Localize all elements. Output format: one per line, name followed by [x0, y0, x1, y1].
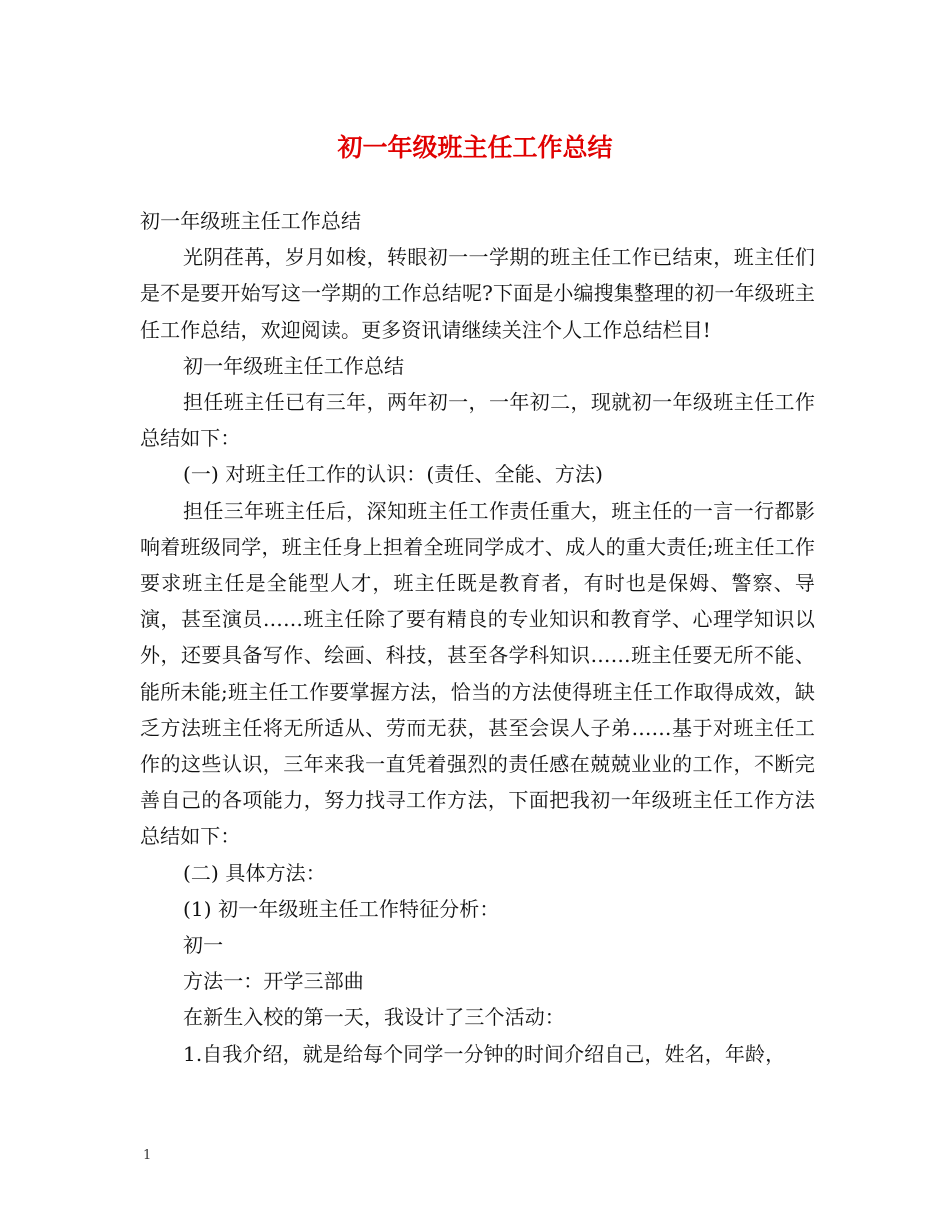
paragraph-activities-intro: 在新生入校的第一天，我设计了三个活动： [183, 1005, 565, 1030]
paragraph-summary-intro: 担任班主任已有三年，两年初一，一年初二，现就初一年级班主任工作总结如下： [140, 390, 815, 451]
paragraph-heading: 初一年级班主任工作总结 [140, 209, 362, 233]
page-number: 1 [143, 1148, 152, 1163]
paragraph-section-one: (一) 对班主任工作的认识：(责任、全能、方法) [183, 462, 603, 487]
paragraph-section-two: (二) 具体方法： [183, 860, 326, 885]
paragraph-subtitle: 初一年级班主任工作总结 [183, 353, 405, 378]
paragraph-activity-one: 1.自我介绍，就是给每个同学一分钟的时间介绍自己，姓名，年龄， [183, 1041, 786, 1066]
paragraph-understanding: 担任三年班主任后，深知班主任工作责任重大，班主任的一言一行都影响着班级同学，班主任身上担着全班同学成才、成人的重大责任;班主任工作要求班主任是全能型人才，班主任既是教育者，有时也是保姆、警察、导演，甚至演员……班主任除了要有精良的专业知识和教育学、心理学知识以外，还要具备写作、绘画、科技，甚至各学科知识……班主任要无所不能、能所未能;班主任工作要掌握方法，恰当的方法使得班主任工作取得成效，缺乏方法班主任将无所适从、劳而无获，甚至会误人子弟……基于对班主任工作的这些认识，三年来我一直凭着强烈的责任感在兢兢业业的工作，不断完善自己的各项能力，努力找寻工作方法，下面把我初一年级班主任工作方法总结如下： [140, 498, 815, 849]
paragraph-intro: 光阴荏苒，岁月如梭，转眼初一一学期的班主任工作已结束，班主任们是不是要开始写这一学期的工作总结呢?下面是小编搜集整理的初一年级班主任工作总结，欢迎阅读。更多资讯请继续关注个人工作总结栏目! [140, 245, 815, 342]
document-body [140, 203, 815, 1072]
paragraph-grade-label: 初一 [183, 933, 224, 958]
paragraph-method-one: 方法一：开学三部曲 [183, 969, 364, 994]
document-title: 初一年级班主任工作总结 [337, 133, 613, 162]
paragraph-subsection-one: (1) 初一年级班主任工作特征分析： [183, 896, 500, 921]
